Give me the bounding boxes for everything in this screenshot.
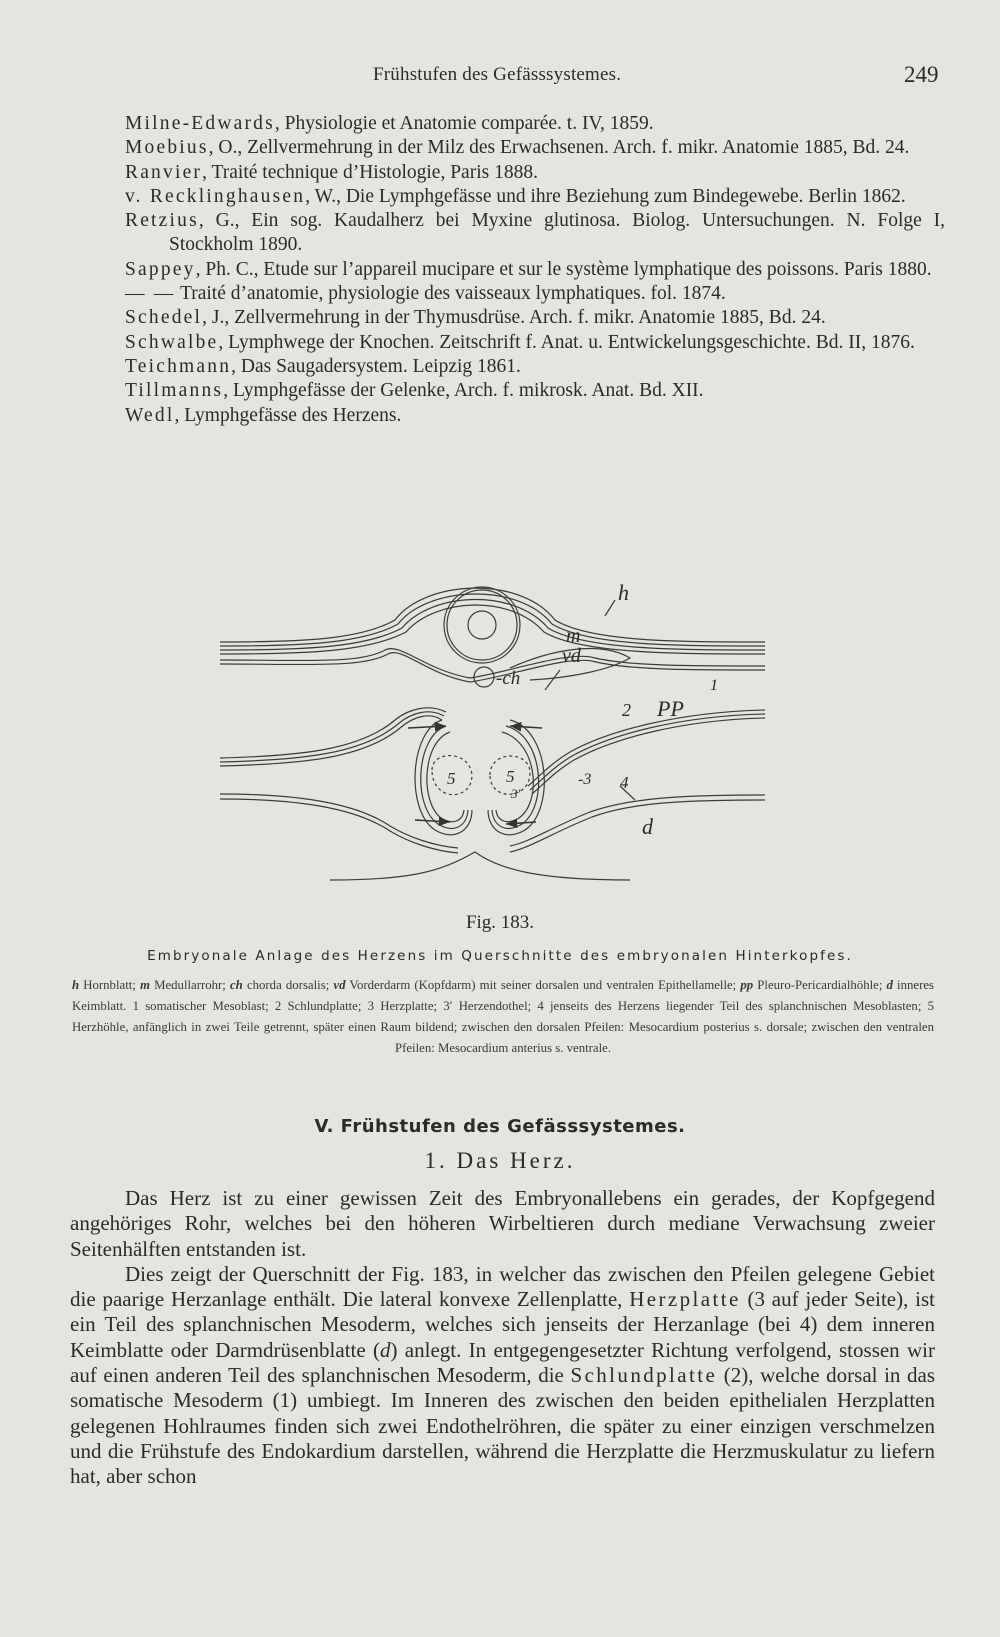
legend-symbol: d — [886, 978, 893, 992]
label-vd: vd — [562, 645, 581, 667]
label-ch: -ch — [496, 668, 521, 689]
reference-entry — [125, 209, 945, 258]
label-5-right: 5 — [506, 767, 515, 786]
body-text — [70, 1186, 935, 1490]
reference-text: , J., Zellvermehrung in der Thymusdrüse. Arch. f. mikr. Anatomie 1885, Bd. 24. — [202, 307, 826, 329]
reference-author: Moebius — [125, 137, 209, 159]
reference-text: , O., Zellvermehrung in der Milz des Erwachsenen. Arch. f. mikr. Anatomie 1885, Bd. 24. — [208, 137, 910, 159]
reference-author: Sappey — [125, 258, 196, 280]
symbol-d: d — [379, 1337, 391, 1362]
reference-entry — [125, 331, 945, 355]
legend-text: Hornblatt; — [79, 978, 140, 992]
label-3: -3 — [578, 771, 592, 788]
label-d: d — [642, 814, 653, 839]
running-head — [0, 64, 1000, 94]
reference-author: Milne-Edwards — [125, 113, 275, 134]
paragraph-2-part-c: (3 auf jeder Seite), ist ein Teil des splanchnischen Mesoderm, welches sich jenseits der Herzanlage (bei 4) dem inneren Keimblatte oder Darmdrüsenblatte ( — [70, 1287, 935, 1362]
reference-author: Schedel — [125, 307, 203, 329]
legend-symbol: pp — [740, 978, 754, 992]
reference-text: , Lymphgefässe des Herzens. — [174, 404, 402, 426]
reference-text: , Ph. C., Etude sur l’appareil mucipare et sur le système lymphatique des poissons. Paris 1880. — [195, 258, 932, 280]
section-heading: V. Frühstufen des Gefässsystemes. — [314, 1116, 686, 1137]
label-m: m — [566, 625, 581, 647]
page-number: 249 — [904, 62, 939, 87]
subsection-heading: 1. Das Herz. — [424, 1148, 576, 1173]
reference-list — [125, 112, 945, 428]
reference-text: , Lymphwege der Knochen. Zeitschrift f. Anat. u. Entwickelungsgeschichte. Bd. II, 1876. — [218, 331, 915, 353]
diagram-lines — [220, 587, 765, 880]
figure-labels — [447, 580, 718, 839]
term-herzplatte: Herzplatte — [629, 1287, 741, 1312]
reference-author: Retzius — [125, 210, 199, 232]
paragraph-2-part-g: (2), welche dorsal in das somatische Mesoderm (1) umbiegt. Im Inneren des zwischen den beiden epithelialen Herzplatten gelegenen Hohlraumes finden sich zwei Endothelröhren, die später zu einer einzigen verschmelzen und die Frühstufe des Endokardium darstellen, während die Herzplatte die Herzmuskulatur zu liefern hat, aber schon — [70, 1363, 935, 1489]
label-2: 2 — [622, 700, 631, 720]
reference-author: Ranvier — [125, 161, 203, 183]
reference-text: , W., Die Lymphgefässe und ihre Beziehung zum Bindegewebe. Berlin 1862. — [305, 185, 906, 207]
reference-text: , Traité technique d’Histologie, Paris 1888. — [202, 161, 538, 183]
reference-author: Teichmann — [125, 355, 232, 377]
figure-183 — [210, 580, 770, 900]
label-h: h — [618, 580, 629, 605]
legend-symbol: h — [72, 978, 80, 992]
paragraph-2-part-e: ) anlegt. In entgegengesetzter Richtung verfolgend, stossen wir auf einen anderen Teil des splanchnischen Mesoderm, die — [70, 1337, 935, 1388]
reference-text: , G., Ein sog. Kaudalherz bei Myxine glutinosa. Biolog. Untersuchungen. N. Folge I, Stockholm 1890. — [169, 210, 945, 256]
legend-text: Vorderdarm (Kopfdarm) mit seiner dorsalen und ventralen Epithellamelle; — [345, 978, 741, 992]
reference-entry — [125, 404, 945, 428]
label-4: 4 — [620, 773, 629, 792]
embryo-cross-section-diagram — [210, 580, 770, 900]
legend-text: Medullarrohr; — [149, 978, 230, 992]
legend-text: inneres Keimblatt. 1 somatischer Mesoblast; 2 Schlundplatte; 3 Herzplatte; 3′ Herzendothel; 4 jenseits des Herzens liegender Teil des splanchnischen Mesoblasten; 5 Herzhöhle, anfänglich in zwei Teile getrennt, später einen Raum bildend; zwischen den dorsalen Pfeilen: Mesocardium posterius s. dorsale; zwischen den ventralen Pfeilen: Mesocardium anterius s. ventrale. — [72, 978, 935, 1055]
reference-entry — [125, 355, 945, 379]
reference-author: Wedl — [125, 404, 175, 426]
running-title: Frühstufen des Gefässsystemes. — [373, 64, 622, 85]
legend-text: Pleuro-Pericardialhöhle; — [753, 978, 887, 992]
label-5-left: 5 — [447, 769, 456, 788]
label-1: 1 — [710, 677, 718, 694]
legend-symbol: ch — [230, 978, 243, 992]
paragraph-2-part-a: Dies zeigt der Querschnitt der Fig. 183, in welcher das zwischen den Pfeilen gelegene Gebiet die paarige Herzanlage enthält. Die lateral konvexe Zellenplatte, — [70, 1261, 935, 1312]
paragraph-1: Das Herz ist zu einer gewissen Zeit des Embryonallebens ein gerades, der Kopfgegend angehöriges Rohr, welches bei den höheren Wirbeltieren durch mediane Verwachsung zweier Seitenhälften entstanden ist. — [70, 1186, 935, 1261]
reference-entry — [125, 306, 945, 330]
reference-entry — [125, 379, 945, 403]
legend-symbol: vd — [333, 978, 346, 992]
reference-author: v. Recklinghausen — [125, 185, 306, 207]
reference-text: , Lymphgefässe der Gelenke, Arch. f. mikrosk. Anat. Bd. XII. — [223, 380, 704, 402]
paragraph-2 — [70, 1262, 935, 1490]
reference-entry — [125, 258, 945, 282]
reference-entry — [125, 112, 945, 136]
reference-author: Schwalbe — [125, 331, 219, 353]
reference-entry — [125, 282, 945, 306]
reference-author: Tillmanns — [125, 380, 224, 402]
legend-text: chorda dorsalis; — [242, 978, 334, 992]
legend-symbol: m — [139, 978, 150, 992]
reference-entry — [125, 161, 945, 185]
reference-entry — [125, 185, 945, 209]
reference-author: — — — [125, 283, 176, 305]
figure-heading: Embryonale Anlage des Herzens im Querschnitte des embryonalen Hinterkopfes. — [147, 948, 853, 964]
reference-text: , Physiologie et Anatomie comparée. t. IV, 1859. — [274, 113, 654, 134]
term-schlundplatte: Schlundplatte — [570, 1363, 718, 1388]
figure-title: Fig. 183. — [465, 912, 535, 933]
reference-text: , Das Saugadersystem. Leipzig 1861. — [231, 355, 521, 377]
label-3-prime: 3' — [511, 786, 521, 801]
figure-legend — [72, 975, 934, 1059]
reference-entry — [125, 136, 945, 160]
reference-text: Traité d’anatomie, physiologie des vaisseaux lymphatiques. fol. 1874. — [175, 283, 726, 305]
mesocardium-arrows — [408, 726, 542, 824]
label-pp: PP — [657, 696, 684, 721]
